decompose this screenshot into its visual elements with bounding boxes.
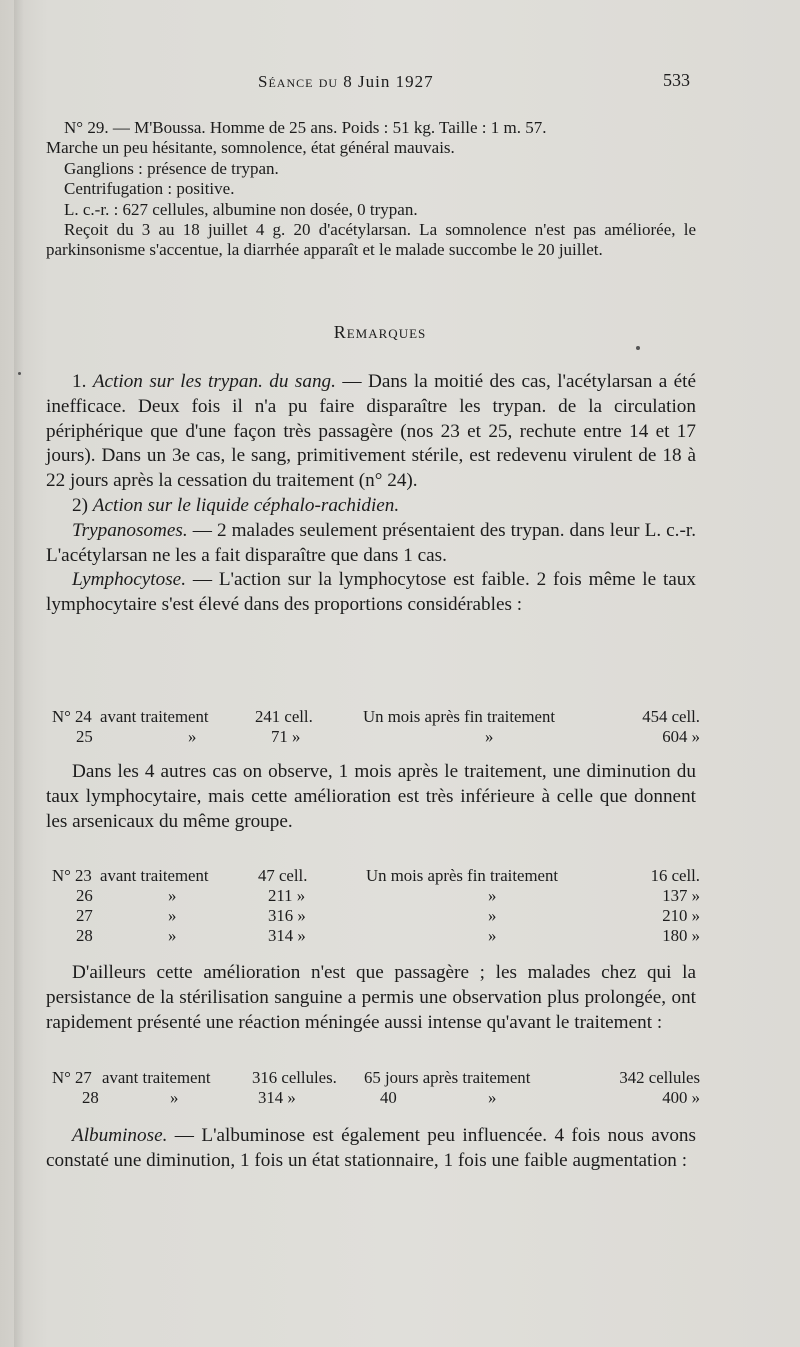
table-cell: » <box>488 906 497 925</box>
table-cell: » <box>188 727 197 746</box>
trypanosomes-paragraph <box>46 519 696 569</box>
table-row <box>52 906 700 926</box>
table-3 <box>52 1068 700 1108</box>
diminution-paragraph: Dans les 4 autres cas on observe, 1 mois après le traitement, une diminution du taux lymphocytaire, mais cette amélioration est très inférieure à celle que donnent les arsenicaux du même groupe. <box>46 761 696 832</box>
trypanosomes-label: Trypanosomes. <box>72 519 188 541</box>
table-cell: Un mois après fin traitement <box>363 707 556 726</box>
albuminose-paragraph <box>46 1124 696 1174</box>
section-1-number: 1. <box>72 371 87 392</box>
table-row <box>52 886 700 906</box>
table-cell: 241 cell. <box>255 707 313 726</box>
section-2-title: Action sur le liquide céphalo-rachidien. <box>92 494 400 516</box>
table-cell: avant traitement <box>100 707 209 726</box>
table-cell: 71 » <box>271 727 301 746</box>
table-cell: 25 <box>76 727 93 746</box>
table-cell: 316 » <box>268 906 306 925</box>
table-cell: 47 cell. <box>258 866 308 885</box>
case-29-line-6: Reçoit du 3 au 18 juillet 4 g. 20 d'acétylarsan. La somnolence n'est pas améliorée, le parkinsonisme s'accentue, la diarrhée apparaît et le malade succombe le 20 juillet. <box>46 220 696 260</box>
table-cell: 65 jours après traitement <box>364 1068 531 1087</box>
section-2-number: 2) <box>72 494 88 516</box>
table-cell: 28 <box>76 926 93 945</box>
table-row <box>52 707 700 727</box>
table-cell: 314 » <box>258 1088 296 1107</box>
table-cell: » <box>485 727 494 746</box>
table-cell: 604 » <box>662 727 700 746</box>
running-head-prefix: Séance du <box>258 72 339 91</box>
case-29-line-3: Ganglions : présence de trypan. <box>64 158 279 178</box>
passagere-block <box>46 961 696 1035</box>
table-cell: 314 » <box>268 926 306 945</box>
running-head-date: 8 Juin 1927 <box>343 72 434 91</box>
table-cell: » <box>168 926 177 945</box>
remarks-body <box>46 370 696 618</box>
table-cell: » <box>168 906 177 925</box>
table-cell: 28 <box>82 1088 99 1107</box>
table-cell: 210 » <box>662 906 700 925</box>
case-29-block <box>46 118 696 261</box>
table-cell: 180 » <box>662 926 700 945</box>
table-cell: » <box>168 886 177 905</box>
table-cell: 211 » <box>268 886 306 905</box>
section-title: Remarques <box>333 322 427 342</box>
section-1-paragraph <box>46 370 696 494</box>
table-cell: N° 23 <box>52 866 92 885</box>
section-2-heading <box>46 494 696 519</box>
trypanosomes-text: — 2 malades seulement présentaient des trypan. dans leur L. c.-r. L'acétylarsan ne les a fait disparaître que dans 1 cas. <box>46 519 696 566</box>
albuminose-label: Albuminose. <box>72 1125 168 1146</box>
case-29-line-4: Centrifugation : positive. <box>64 179 235 199</box>
table-row <box>52 866 700 886</box>
running-head <box>258 72 434 92</box>
table-cell: 400 » <box>662 1088 700 1107</box>
table-cell: 454 cell. <box>642 707 700 726</box>
table-cell: 40 <box>380 1088 397 1107</box>
table-2 <box>52 866 700 946</box>
table-cell: » <box>488 926 497 945</box>
lymphocytose-text: — L'action sur la lymphocytose est faible. 2 fois même le taux lymphocytaire s'est élevé dans des proportions considérables : <box>46 569 696 616</box>
print-speck <box>18 372 21 375</box>
table-cell: avant traitement <box>102 1068 211 1087</box>
lymphocytose-paragraph <box>46 568 696 618</box>
section-1-text: — Dans la moitié des cas, l'acétylarsan a été inefficace. Deux fois il n'a pu faire disparaître les trypan. de la circulation périphérique que d'une façon très passagère (nos 23 et 25, rechute entre 14 et 17 jours). Dans un 3e cas, le sang, primitivement stérile, est redevenu virulent de 18 à 22 jours après la cessation du traitement (n° 24). <box>46 371 697 492</box>
table-cell: 316 cellules. <box>252 1068 337 1087</box>
passagere-paragraph: D'ailleurs cette amélioration n'est que passagère ; les malades chez qui la persistance de la stérilisation sanguine a permis une observation plus prolongée, ont rapidement présenté une réaction méningée aussi intense qu'avant le traitement : <box>46 962 696 1033</box>
table-row <box>52 727 700 747</box>
case-29-line-2: Marche un peu hésitante, somnolence, état général mauvais. <box>46 138 455 158</box>
lymphocytose-label: Lymphocytose. <box>72 569 186 591</box>
case-29-line-1: N° 29. — M'Boussa. Homme de 25 ans. Poids : 51 kg. Taille : 1 m. 57. <box>64 118 547 137</box>
table-row <box>52 926 700 946</box>
table-cell: » <box>488 1088 497 1107</box>
table-cell: Un mois après fin traitement <box>366 866 559 885</box>
table-row <box>52 1088 700 1108</box>
page-number: 533 <box>663 70 690 90</box>
table-cell: » <box>170 1088 179 1107</box>
table-cell: 27 <box>76 906 93 925</box>
diminution-block <box>46 760 696 834</box>
table-cell: » <box>488 886 497 905</box>
table-1 <box>52 707 700 747</box>
albuminose-text: — L'albuminose est également peu influencée. 4 fois nous avons constaté une diminution, 1 fois un état stationnaire, 1 fois une faible augmentation : <box>46 1125 696 1171</box>
albuminose-block <box>46 1124 696 1174</box>
table-cell: N° 24 <box>52 707 92 726</box>
table-cell: avant traitement <box>100 866 209 885</box>
table-cell: 342 cellules <box>619 1068 700 1087</box>
table-cell: 16 cell. <box>650 866 700 885</box>
section-1-title: Action sur les trypan. du sang. <box>92 371 336 392</box>
table-row <box>52 1068 700 1088</box>
print-speck <box>636 346 640 350</box>
page-header <box>0 70 800 100</box>
table-cell: N° 27 <box>52 1068 92 1087</box>
case-29-line-5: L. c.-r. : 627 cellules, albumine non dosée, 0 trypan. <box>64 199 418 219</box>
table-cell: 137 » <box>662 886 700 905</box>
table-cell: 26 <box>76 886 93 905</box>
